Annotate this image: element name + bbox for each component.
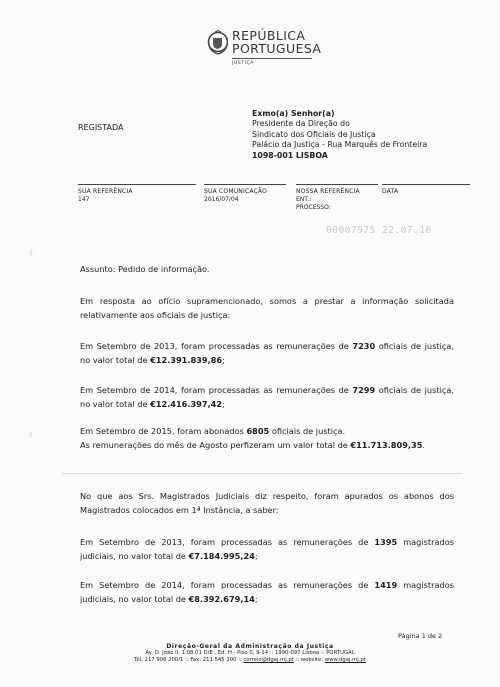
registada-label: REGISTADA (78, 123, 124, 132)
ministry-label: JUSTIÇA (232, 61, 254, 66)
coat-of-arms-icon (206, 30, 228, 56)
addressee-line-2: Sindicato dos Oficiais de Justiça (252, 129, 376, 139)
text: oficiais de justiça, no valor total de (80, 385, 454, 409)
text: As remunerações do mês de Agosto perfizeram um valor total de (80, 440, 351, 450)
text: ; (222, 399, 225, 409)
footer-phone-fax: Tel. 217 906 200/1 :: Fax: 211 545 100 :: (134, 657, 244, 663)
wordmark-line-2: PORTUGUESA (232, 41, 322, 56)
ent-label: ENT.: (296, 196, 312, 203)
addressee-line-4: 1098-001 LISBOA (252, 150, 328, 160)
amount-value: €8.392.679,14 (188, 594, 255, 604)
text: oficiais de justiça. (269, 426, 346, 436)
count-value: 7230 (352, 341, 376, 351)
paragraph-2014-magistrados (80, 578, 454, 606)
paragraph-2013-oficiais (80, 339, 454, 367)
scan-fold-line (62, 473, 462, 474)
intro-paragraph: Em resposta ao ofício supramencionado, somos a prestar a informação solicitada relativamente aos oficiais de justiça: (80, 296, 454, 320)
magistrados-intro: No que aos Srs. Magistrados Judiciais diz respeito, foram apurados os abonos dos Magistrados colocados em 1ª Instância, a saber: (80, 491, 454, 515)
text: Em Setembro de 2013, foram processadas as remunerações de (80, 341, 353, 351)
text: ; (254, 594, 258, 604)
addressee-block (252, 109, 427, 161)
line-2015-abonados (80, 424, 454, 438)
text: magistrados judiciais, no valor total de (80, 580, 454, 604)
text: . (422, 440, 426, 450)
text: Em Setembro de 2015, foram abonados (80, 426, 247, 436)
text: ; (254, 551, 258, 561)
count-value: 1395 (374, 537, 398, 547)
footer-website-link[interactable]: www.dgaj.mj.pt (324, 657, 366, 663)
letter-footer (0, 643, 500, 664)
addressee-line-1: Presidente da Direção do (252, 119, 350, 129)
amount-value: €7.184.995,24 (188, 551, 255, 561)
amount-value: €12.416.397,42 (150, 399, 223, 409)
paragraph-2014-oficiais (80, 383, 454, 411)
sua-referencia-label: SUA REFERÊNCIA (78, 188, 133, 195)
subject-line: Assunto: Pedido de informação. (80, 264, 210, 274)
count-value: 1419 (374, 580, 398, 590)
footer-separator: :: website: (293, 657, 325, 663)
text: oficiais de justiça, no valor total de (80, 341, 454, 365)
paragraph-2015-oficiais (80, 424, 454, 452)
sua-comunicacao-label: SUA COMUNICAÇÃO (204, 188, 268, 195)
text: Em Setembro de 2014, foram processadas as remunerações de (80, 385, 353, 395)
nossa-referencia-label: NOSSA REFERÊNCIA (296, 188, 360, 195)
ref-rule-4 (382, 184, 470, 185)
ref-rule-1 (78, 184, 196, 185)
amount-value: €12.391.839,86 (150, 355, 223, 365)
text: ; (222, 355, 225, 365)
footer-email-link[interactable]: correio@dgaj.mj.pt (243, 657, 294, 663)
amount-value: €11.713.809,35 (350, 440, 423, 450)
footer-address: Av. D. João II, 1.08.01 D/E , Ed. H - Piso 0, 9-14 :: 1990-097 Lisboa :: PORTUGAL (145, 650, 355, 656)
line-2015-agosto (80, 438, 454, 452)
republic-wordmark (232, 29, 321, 66)
punch-hole-bottom (30, 430, 40, 439)
data-column (382, 188, 398, 196)
punch-hole-top (30, 248, 40, 257)
count-value: 7299 (352, 385, 376, 395)
processo-label: PROCESSO: (296, 204, 331, 211)
addressee-salutation: Exmo(a) Senhor(a) (252, 109, 335, 118)
page-number: Página 1 de 2 (398, 632, 443, 640)
text: Em Setembro de 2013, foram processadas as remunerações de (80, 537, 375, 547)
sua-referencia-value: 147 (78, 196, 90, 203)
paragraph-2013-magistrados (80, 535, 454, 563)
footer-organization: Direção-Geral da Administração da Justiça (166, 643, 334, 650)
count-value: 6805 (246, 426, 270, 436)
nossa-referencia (296, 188, 360, 212)
addressee-line-3: Palácio da Justiça - Rua Marquês de Fronteira (252, 140, 428, 150)
text: magistrados judiciais, no valor total de (80, 537, 454, 561)
sua-referencia (78, 188, 133, 204)
wordmark-rule (232, 58, 312, 59)
footer-contacts (0, 657, 500, 664)
sua-comunicacao (204, 188, 267, 204)
text: Em Setembro de 2014, foram processadas as remunerações de (80, 580, 375, 590)
data-label: DATA (382, 188, 399, 195)
ref-rule-3 (296, 184, 378, 185)
wordmark-line-1: REPÚBLICA (232, 28, 306, 43)
ref-rule-2 (204, 184, 286, 185)
sua-comunicacao-value: 2016/07/04 (204, 196, 239, 203)
registry-stamp: 00007975 22.07.16 (326, 225, 432, 236)
